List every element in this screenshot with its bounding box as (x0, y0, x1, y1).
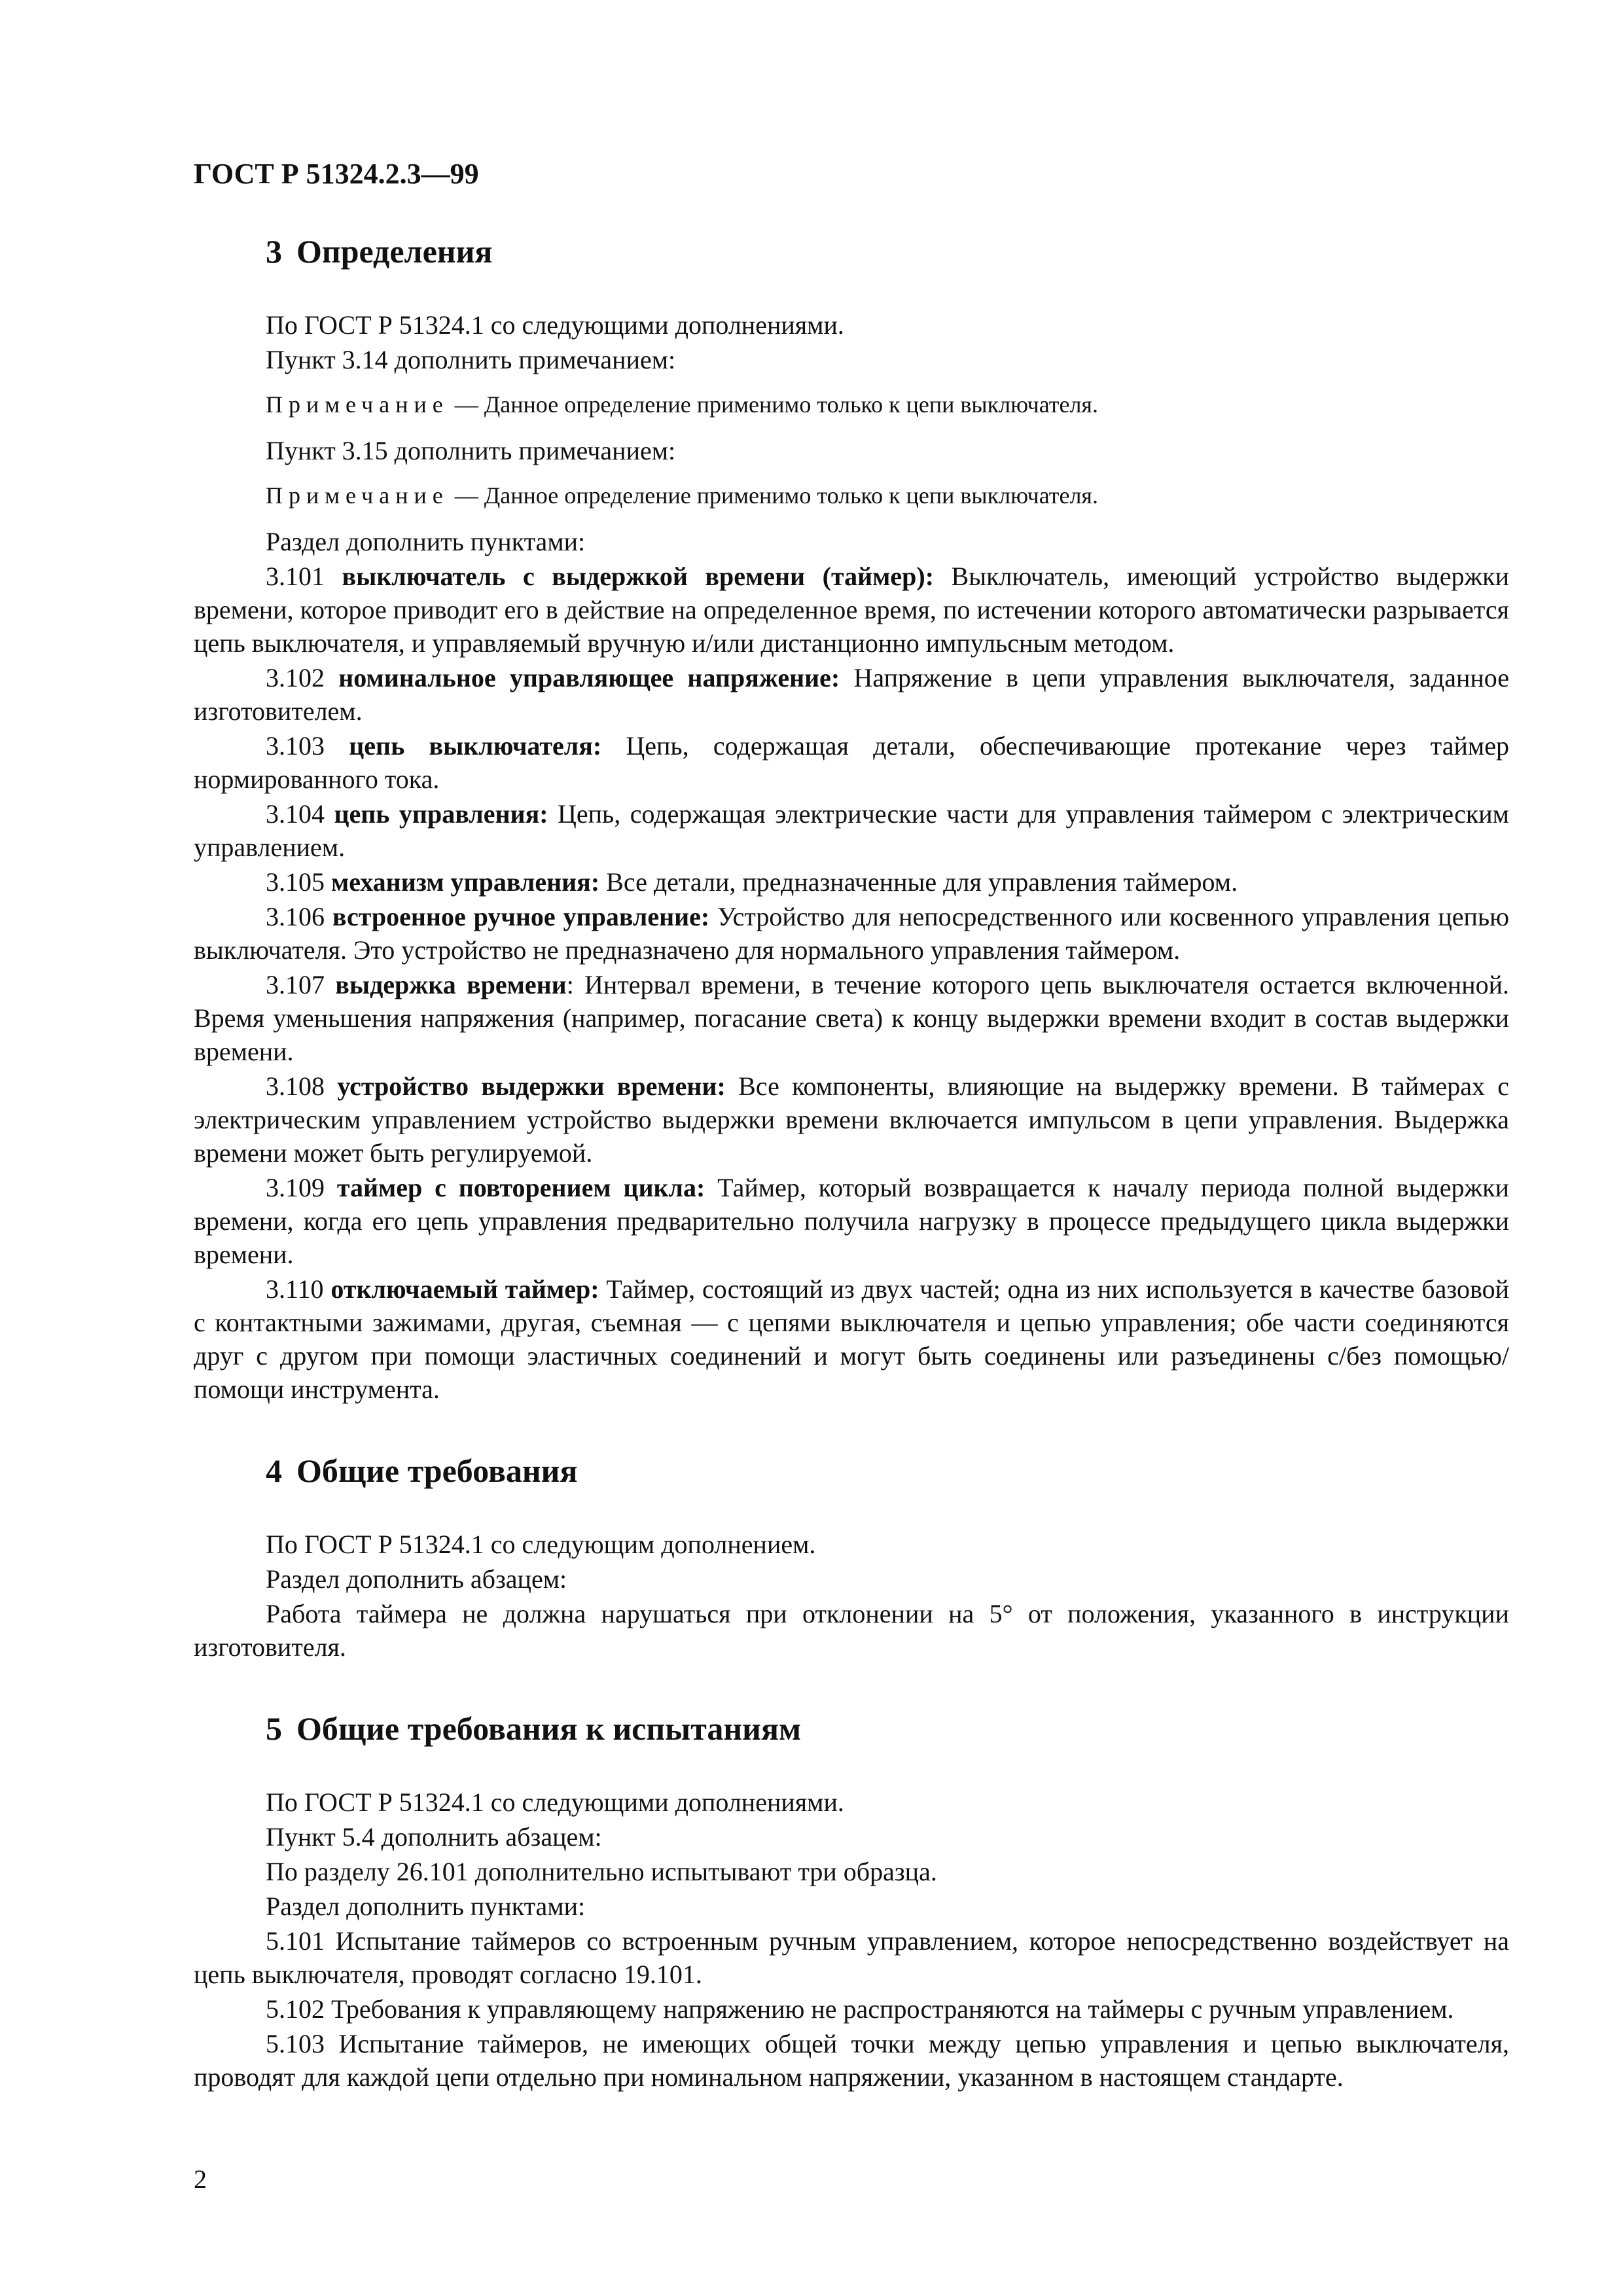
paragraph: Работа таймера не должна нарушаться при отклонении на 5° от положения, указанного в инструкции изготовителя. (194, 1599, 1509, 1662)
paragraph: Пункт 3.14 дополнить примечанием: (266, 345, 676, 374)
term: устройство выдержки времени: (337, 1071, 726, 1101)
note (194, 389, 1509, 420)
document-page (194, 157, 1509, 2094)
item-number: 3.103 (266, 731, 349, 761)
definition-text: Устройство для непосредственного или косвенного управления цепью выключателя. Это устройство не предназначено для нормального управления таймером. (194, 902, 1510, 965)
term: номинальное управляющее напряжение: (338, 663, 840, 692)
definition-text: Цепь, содержащая детали, обеспечивающие протекание через таймер нормированного тока. (194, 731, 1509, 794)
definition-item (194, 797, 1509, 864)
paragraph: По ГОСТ Р 51324.1 со следующими дополнениями. (266, 310, 844, 340)
paragraph: По ГОСТ Р 51324.1 со следующим дополнением. (266, 1530, 816, 1559)
term: выключатель с выдержкой времени (таймер): (342, 562, 935, 591)
section-4-title (266, 1452, 1509, 1490)
item-number: 3.107 (266, 970, 336, 999)
section-title-text: Общие требования (296, 1452, 578, 1489)
paragraph: Пункт 5.4 дополнить абзацем: (266, 1822, 602, 1852)
term: механизм управления: (331, 867, 600, 897)
item-number: 3.109 (266, 1173, 337, 1202)
definition-text: Цепь, содержащая электрические части для управления таймером с электрическим управлением. (194, 799, 1509, 862)
note (194, 480, 1509, 511)
item-number: 3.110 (266, 1274, 331, 1304)
section-3-title (266, 232, 1509, 270)
note-text: — Данное определение применимо только к цепи выключателя. (448, 482, 1098, 509)
section-number: 5 (266, 1710, 282, 1747)
definition-item (194, 900, 1509, 967)
definition-item (194, 1069, 1509, 1170)
definition-item (194, 560, 1509, 660)
definition-item (194, 729, 1509, 796)
definition-item (194, 865, 1509, 899)
item-number: 3.104 (266, 799, 334, 829)
paragraph: Пункт 3.15 дополнить примечанием: (266, 436, 676, 465)
note-label: Примечание (266, 482, 449, 509)
item-number: 3.102 (266, 663, 339, 692)
term: цепь управления: (334, 799, 548, 829)
requirement-item: 5.103 Испытание таймеров, не имеющих общей точки между цепью управления и цепью выключателя, проводят для каждой цепи отдельно при номинальном напряжении, указанном в настоящем стандарте. (194, 2029, 1509, 2092)
definition-text: : Интервал времени, в течение которого цепь выключателя остается включенной. Время уменьшения напряжения (например, погасание света) к концу выдержки времени входит в состав выдержки времени. (194, 970, 1510, 1066)
note-text: — Данное определение применимо только к цепи выключателя. (448, 391, 1098, 418)
paragraph: По ГОСТ Р 51324.1 со следующими дополнениями. (266, 1787, 844, 1817)
item-number: 3.108 (266, 1071, 338, 1101)
term: таймер с повторением цикла: (336, 1173, 705, 1202)
definition-item (194, 661, 1509, 728)
paragraph: Раздел дополнить абзацем: (266, 1564, 567, 1594)
definition-item (194, 1272, 1509, 1406)
spacer (194, 1406, 1509, 1452)
term: отключаемый таймер: (330, 1274, 599, 1304)
section-number: 3 (266, 233, 282, 270)
definition-text: Выключатель, имеющий устройство выдержки времени, которое приводит его в действие на определенное время, по истечении которого автоматически разрывается цепь выключателя, и управляемый вручную и/или дистанционно импульсным методом. (194, 562, 1510, 658)
definition-text: Таймер, который возвращается к началу периода полной выдержки времени, когда его цепь управления предварительно получила нагрузку в процессе предыдущего цикла выдержки времени. (194, 1173, 1509, 1269)
definition-text: Таймер, состоящий из двух частей; одна из них используется в качестве базовой с контактными зажимами, другая, съемная — с цепями выключателя и цепью управления; обе части соединяются друг с другом при помощи эластичных соединений и могут быть соединены или разъединены с/без помощью/помощи инструмента. (194, 1274, 1509, 1404)
paragraph: По разделу 26.101 дополнительно испытывают три образца. (266, 1857, 937, 1886)
section-5-title (266, 1710, 1509, 1748)
item-number: 3.101 (266, 562, 342, 591)
paragraph: Раздел дополнить пунктами: (266, 1892, 586, 1921)
document-code-header: ГОСТ Р 51324.2.3—99 (194, 158, 479, 190)
term: выдержка времени (335, 970, 567, 999)
definition-item (194, 1171, 1509, 1271)
item-number: 3.105 (266, 867, 331, 897)
section-title-text: Определения (296, 233, 493, 270)
definition-text: Напряжение в цепи управления выключателя, заданное изготовителем. (194, 663, 1510, 726)
definition-text: Все компоненты, влияющие на выдержку времени. В таймерах с электрическим управлением устройство выдержки времени включается импульсом в цепи управления. Выдержка времени может быть регулируемой. (194, 1071, 1510, 1168)
spacer (194, 1664, 1509, 1710)
section-number: 4 (266, 1452, 282, 1489)
note-label: Примечание (266, 391, 449, 418)
requirement-item: 5.101 Испытание таймеров со встроенным ручным управлением, которое непосредственно воздействует на цепь выключателя, проводят согласно 19.101. (194, 1926, 1509, 1989)
definition-text: Все детали, предназначенные для управления таймером. (599, 867, 1238, 897)
page-number: 2 (194, 2164, 207, 2194)
item-number: 3.106 (266, 902, 332, 931)
term: встроенное ручное управление: (332, 902, 710, 931)
paragraph: Раздел дополнить пунктами: (266, 527, 586, 556)
definition-item (194, 968, 1509, 1068)
requirement-item: 5.102 Требования к управляющему напряжению не распространяются на таймеры с ручным управлением. (266, 1994, 1454, 2024)
section-title-text: Общие требования к испытаниям (296, 1710, 802, 1747)
term: цепь выключателя: (349, 731, 602, 761)
